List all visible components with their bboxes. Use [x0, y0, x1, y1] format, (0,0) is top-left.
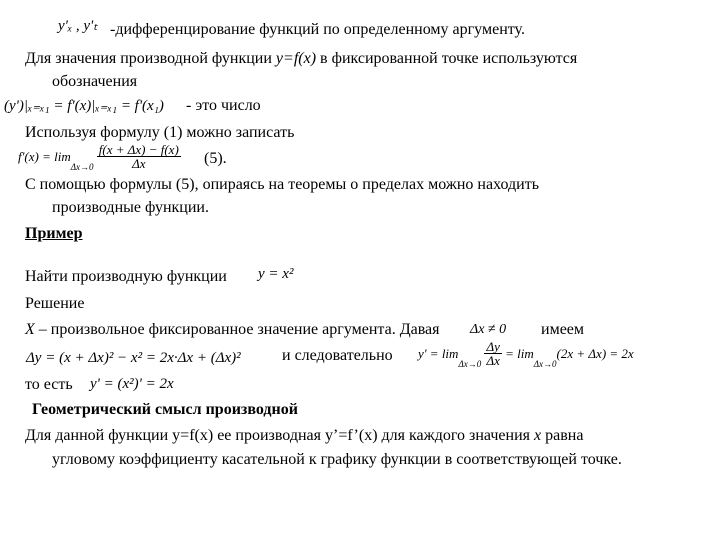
that-is-text: то есть	[25, 376, 73, 393]
geometric-meaning-heading: Геометрический смысл производной	[32, 401, 298, 418]
fixed-point-text-c: в фиксированной точке используются	[316, 50, 578, 67]
geometric-meaning-a: Для данной функции y=f(x) ее производная y’=f’(x) для каждого значения	[25, 427, 534, 444]
and-therefore-text: и следовательно	[282, 347, 393, 364]
differentiation-definition-text: -дифференцирование функций по определенному аргументу.	[110, 21, 525, 38]
arbitrary-value-rest: – произвольное фиксированное значение аргумента. Давая	[34, 321, 440, 338]
derivative-functions-text: производные функции.	[52, 199, 209, 216]
derivative-limit-result-formula	[418, 340, 634, 369]
limit-denominator: Δx	[132, 156, 146, 171]
x-italic: x	[533, 427, 542, 444]
arbitrary-value-text	[25, 320, 440, 340]
increment-formula: Δy = (x + Δx)² − x² = 2x·Δx + (Δx)²	[26, 350, 241, 366]
result-sub1: Δx→0	[458, 358, 482, 369]
fixed-point-text	[25, 49, 577, 69]
result-sub2: Δx→0	[533, 358, 557, 369]
delta-nonzero-formula: Δx ≠ 0	[470, 322, 507, 337]
function-formula: y = x²	[258, 266, 294, 282]
formula-number-5: (5).	[204, 150, 227, 167]
result-left: y' = lim	[418, 346, 459, 361]
we-have-text: имеем	[541, 321, 585, 338]
derivative-notation-formula: y'ₓ , y'ₜ	[58, 18, 98, 34]
example-heading: Пример	[25, 225, 83, 242]
limit-sub: Δx→0	[70, 161, 94, 172]
x-variable: X	[25, 321, 35, 338]
this-is-number-text: - это число	[186, 97, 261, 114]
notation-word: обозначения	[52, 73, 138, 90]
result-fraction	[484, 340, 501, 368]
limit-definition-formula	[18, 143, 181, 172]
result-tail: (2x + Δx) = 2x	[556, 346, 634, 361]
solution-heading: Решение	[25, 295, 85, 312]
result-right: = lim	[505, 346, 534, 361]
result-numerator: Δy	[486, 339, 500, 354]
derivative-at-point-formula: (y')|ₓ₌ₓ₁ = f'(x)|ₓ₌ₓ₁ = f'(x₁)	[4, 98, 164, 114]
fixed-point-text-a: Для значения производной функции	[25, 50, 276, 67]
geometric-meaning-text	[25, 426, 583, 446]
using-formula-text: Используя формулу (1) можно записать	[25, 124, 295, 141]
final-derivative-formula: y' = (x²)' = 2x	[90, 376, 174, 392]
slope-coefficient-text: угловому коэффициенту касательной к графику функции в соответствующей точке.	[52, 451, 622, 468]
limit-fraction	[97, 143, 181, 171]
limits-theorem-text: С помощью формулы (5), опираясь на теоремы о пределах можно находить	[25, 176, 539, 193]
result-denominator: Δx	[486, 353, 500, 368]
function-notation: y=f(x)	[275, 50, 317, 67]
find-derivative-text: Найти производную функции	[25, 268, 227, 285]
limit-left: f'(x) = lim	[18, 149, 71, 164]
limit-numerator: f(x + Δx) − f(x)	[98, 142, 179, 157]
geometric-meaning-c: равна	[541, 427, 584, 444]
